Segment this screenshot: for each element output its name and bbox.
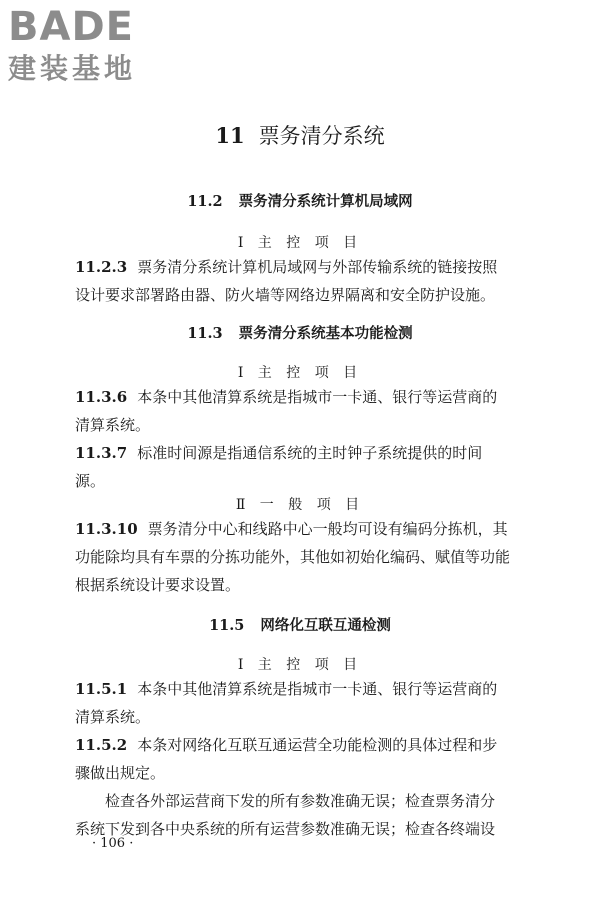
clause-line	[75, 678, 497, 700]
clause-text: 本条对网络化互联互通运营全功能检测的具体过程和步	[137, 736, 498, 754]
section-title: 票务清分系统计算机局域网	[238, 193, 413, 210]
clause-line: 设计要求部署路由器、防火墙等网络边界隔离和安全防护设施。	[75, 286, 496, 304]
clause-line: 功能除均具有车票的分拣功能外，其他如初始化编码、赋值等功能	[75, 548, 511, 566]
clause-text: 票务清分系统计算机局域网与外部传输系统的链接按照	[137, 258, 498, 276]
logo-subtitle: 建装基地	[8, 52, 137, 85]
subheading: Ⅰ 主 控 项 目	[237, 235, 363, 251]
page-number: · 106 ·	[92, 836, 134, 851]
clause-line: 骤做出规定。	[75, 764, 166, 782]
section-number: 11.3	[187, 325, 223, 342]
clause-line: 根据系统设计要求设置。	[75, 576, 241, 594]
clause-number: 11.3.7	[75, 444, 128, 462]
section-heading	[0, 322, 600, 343]
clause-text: 票务清分中心和线路中心一般均可设有编码分拣机，其	[147, 520, 508, 538]
clause-number: 11.3.6	[75, 388, 128, 406]
clause-number: 11.5.2	[75, 736, 128, 754]
clause-text: 标准时间源是指通信系统的主时钟子系统提供的时间	[137, 444, 483, 462]
clause-line	[75, 518, 508, 540]
paragraph-line: 系统下发到各中央系统的所有运营参数准确无误；检查各终端设	[75, 820, 496, 838]
chapter-number: 11	[215, 123, 245, 148]
clause-line: 源。	[75, 472, 106, 490]
clause-text: 本条中其他清算系统是指城市一卡通、银行等运营商的	[137, 388, 498, 406]
clause-line	[75, 386, 497, 408]
clause-number: 11.5.1	[75, 680, 128, 698]
subheading: Ⅰ 主 控 项 目	[237, 365, 363, 381]
clause-line: 清算系统。	[75, 708, 151, 726]
clause-line	[75, 442, 482, 464]
clause-line	[75, 734, 497, 756]
section-title: 网络化互联互通检测	[260, 617, 391, 634]
section-title: 票务清分系统基本功能检测	[238, 325, 413, 342]
logo-brand: BADE	[8, 4, 134, 50]
section-number: 11.5	[209, 617, 245, 634]
subheading: Ⅱ 一 般 项 目	[235, 497, 365, 513]
clause-text: 本条中其他清算系统是指城市一卡通、银行等运营商的	[137, 680, 498, 698]
chapter-name: 票务清分系统	[258, 124, 385, 148]
section-number: 11.2	[187, 193, 223, 210]
paragraph-line: 检查各外部运营商下发的所有参数准确无误；检查票务清分	[105, 792, 496, 810]
clause-line: 清算系统。	[75, 416, 151, 434]
watermark-logo	[8, 4, 178, 86]
clause-line	[75, 256, 497, 278]
clause-number: 11.3.10	[75, 520, 138, 538]
clause-number: 11.2.3	[75, 258, 128, 276]
subheading: Ⅰ 主 控 项 目	[237, 657, 363, 673]
chapter-title	[0, 120, 600, 150]
section-heading	[0, 614, 600, 635]
section-heading	[0, 190, 600, 211]
